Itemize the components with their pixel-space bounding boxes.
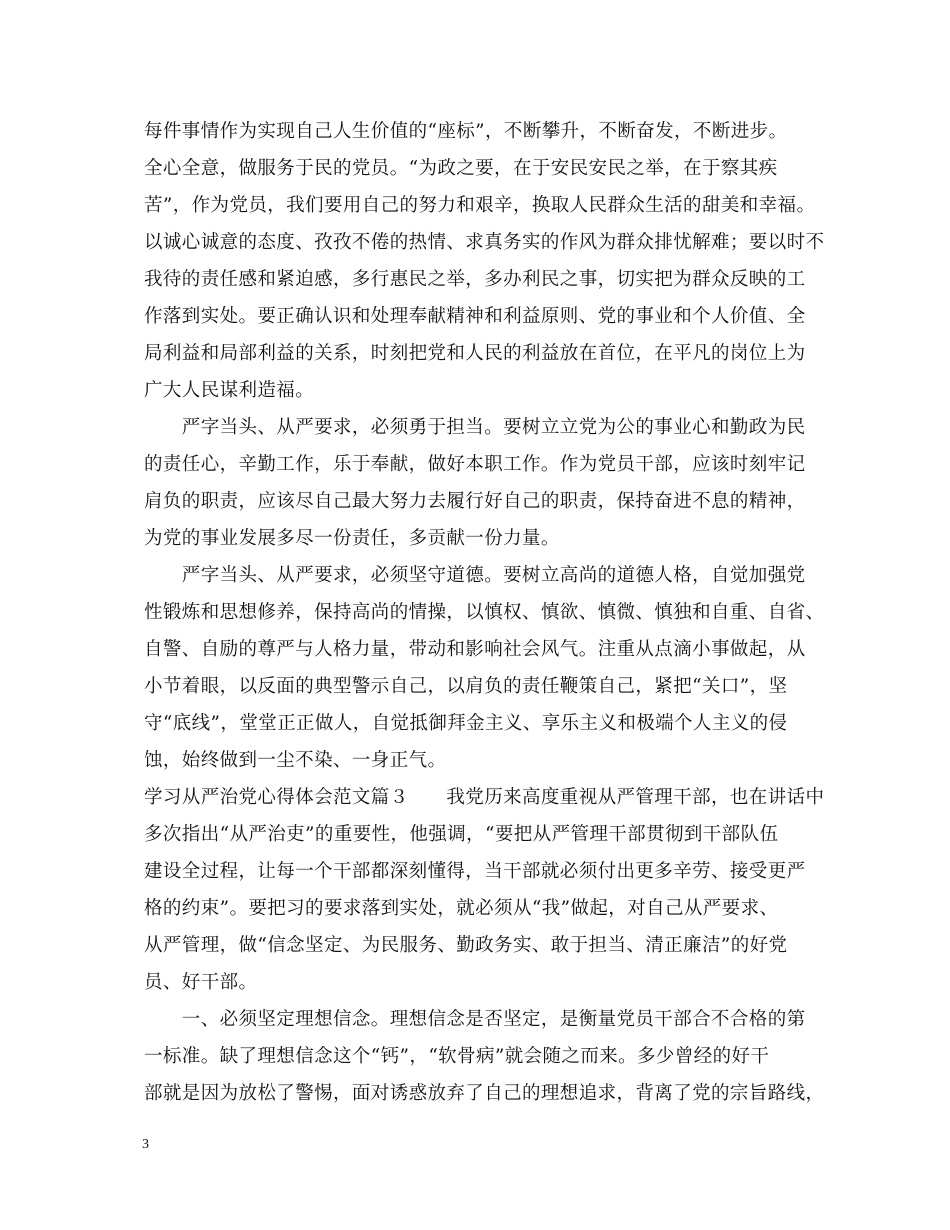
text-line: 为党的事业发展多尽一份责任，多贡献一份力量。	[144, 528, 560, 549]
text-line: 员、好干部。	[144, 972, 258, 993]
text-line: 建设全过程，让每一个干部都深刻懂得，当干部就必须付出更多辛劳、接受更严	[144, 861, 806, 882]
text-line: 性锻炼和思想修养，保持高尚的情操，以慎权、慎欲、慎微、慎独和自重、自省、	[144, 602, 825, 623]
text-line: 蚀，始终做到一尘不染、一身正气。	[144, 750, 447, 771]
text-line: 局利益和局部利益的关系，时刻把党和人民的利益放在首位，在平凡的岗位上为	[144, 343, 806, 364]
text-line: 学习从严治党心得体会范文篇３ 我党历来高度重视从严管理干部，也在讲话中	[144, 787, 825, 808]
text-line: 我待的责任感和紧迫感，多行惠民之举，多办利民之事，切实把为群众反映的工	[144, 269, 806, 290]
text-line: 每件事情作为实现自己人生价值的“座标”，不断攀升，不断奋发，不断进步。	[144, 121, 788, 142]
text-line: 作落到实处。要正确认识和处理奉献精神和利益原则、党的事业和个人价值、全	[144, 306, 806, 327]
text-line: 守“底线”，堂堂正正做人，自觉抵御拜金主义、享乐主义和极端个人主义的侵	[144, 713, 788, 734]
text-line: 小节着眼，以反面的典型警示自己，以肩负的责任鞭策自己，紧把“关口”，坚	[144, 676, 788, 697]
text-line: 一标准。缺了理想信念这个“钙”，“软骨病”就会随之而来。多少曾经的好干	[144, 1046, 770, 1067]
text-line: 从严管理，做“信念坚定、为民服务、勤政务实、敢于担当、清正廉洁”的好党	[144, 935, 788, 956]
text-line: 苦”，作为党员，我们要用自己的努力和艰辛，换取人民群众生活的甜美和幸福。	[144, 195, 816, 216]
text-line: 以诚心诚意的态度、孜孜不倦的热情、求真务实的作风为群众排忧解难；要以时不	[144, 232, 825, 253]
text-line: 多次指出“从严治吏”的重要性，他强调，“要把从严管理干部贯彻到干部队伍	[144, 824, 779, 845]
text-line: 广大人民谋利造福。	[144, 380, 315, 401]
text-line: 自警、自励的尊严与人格力量，带动和影响社会风气。注重从点滴小事做起，从	[144, 639, 806, 660]
text-line: 格的约束”。要把习的要求落到实处，就必须从“我”做起，对自己从严要求、	[144, 898, 779, 919]
text-line: 部就是因为放松了警惕，面对诱惑放弃了自己的理想追求，背离了党的宗旨路线，	[144, 1083, 825, 1104]
body-text	[144, 113, 824, 1112]
page-number: 3	[142, 1137, 149, 1152]
text-line: 严字当头、从严要求，必须坚守道德。要树立高尚的道德人格，自觉加强党	[144, 565, 806, 586]
text-line: 肩负的职责，应该尽自己最大努力去履行好自己的职责，保持奋进不息的精神，	[144, 491, 806, 512]
text-line: 一、必须坚定理想信念。理想信念是否坚定，是衡量党员干部合不合格的第	[144, 1009, 806, 1030]
text-line: 严字当头、从严要求，必须勇于担当。要树立立党为公的事业心和勤政为民	[144, 417, 806, 438]
text-line: 全心全意，做服务于民的党员。“为政之要，在于安民安民之举，在于察其疾	[144, 158, 778, 179]
text-line: 的责任心，辛勤工作，乐于奉献，做好本职工作。作为党员干部，应该时刻牢记	[144, 454, 806, 475]
